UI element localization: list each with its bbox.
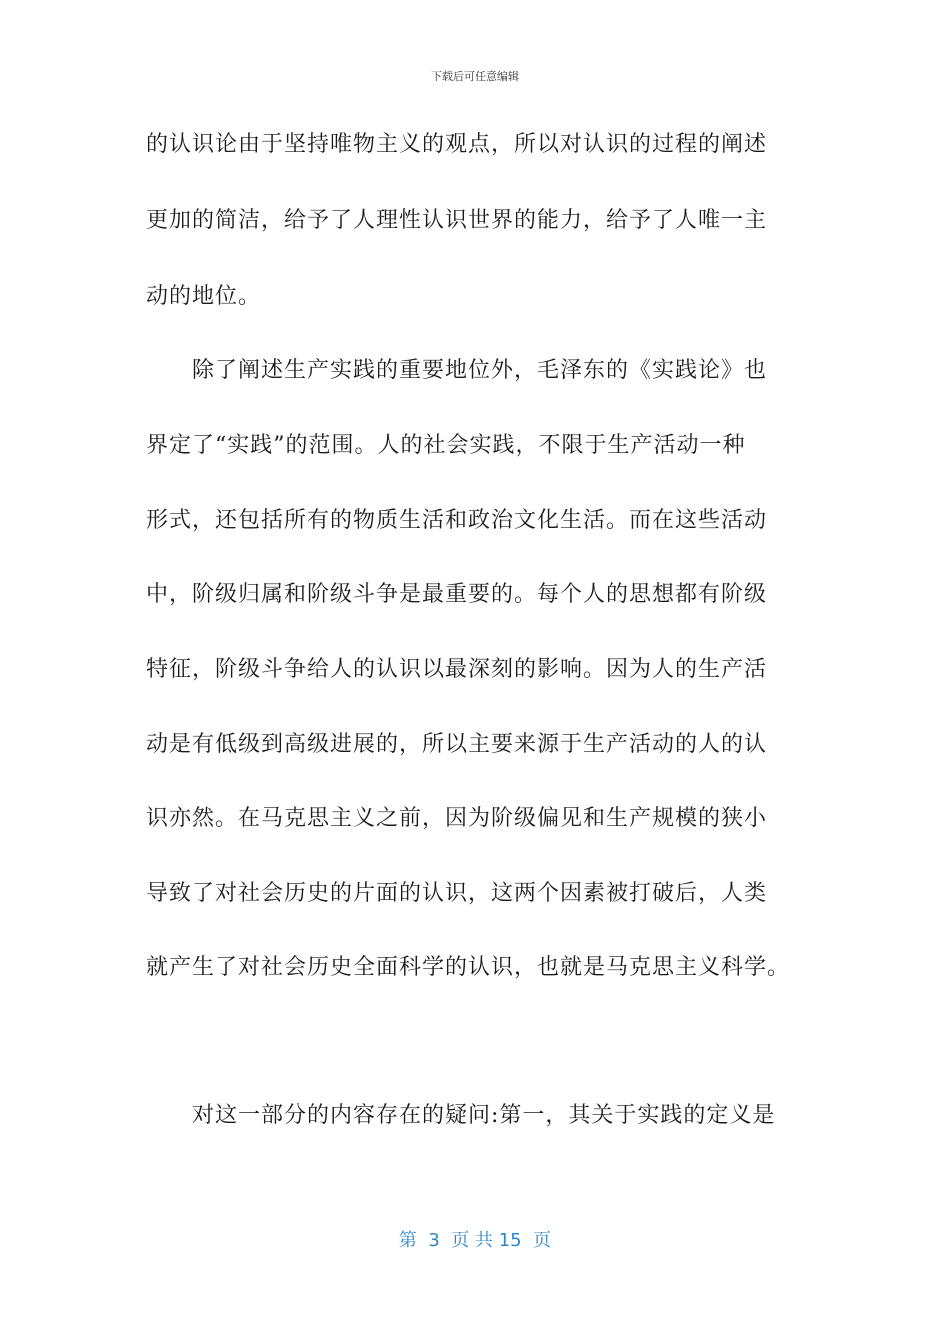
text-line: 特征，阶级斗争给人的认识以最深刻的影响。因为人的生产活 (146, 657, 768, 682)
text-line: 动的地位。 (146, 284, 262, 309)
text-line: 就产生了对社会历史全面科学的认识，也就是马克思主义科学。 (146, 955, 791, 980)
text-line: 的认识论由于坚持唯物主义的观点，所以对认识的过程的阐述 (146, 132, 768, 157)
text-line: 除了阐述生产实践的重要地位外，毛泽东的《实践论》也 (192, 358, 768, 383)
text-line: 更加的简洁，给予了人理性认识世界的能力，给予了人唯一主 (146, 208, 768, 233)
page-number-footer: 第 3 页 共 15 页 (398, 1230, 552, 1251)
page-header: 下载后可任意编辑 (431, 70, 519, 83)
text-line: 中，阶级归属和阶级斗争是最重要的。每个人的思想都有阶级 (146, 582, 768, 607)
text-line: 导致了对社会历史的片面的认识，这两个因素被打破后，人类 (146, 881, 768, 906)
text-line: 界定了“实践”的范围。人的社会实践，不限于生产活动一种 (146, 433, 746, 458)
text-line: 识亦然。在马克思主义之前，因为阶级偏见和生产规模的狭小 (146, 806, 768, 831)
text-line: 动是有低级到高级进展的，所以主要来源于生产活动的人的认 (146, 732, 768, 757)
text-line: 形式，还包括所有的物质生活和政治文化生活。而在这些活动 (146, 508, 768, 533)
text-line: 对这一部分的内容存在的疑问:第一，其关于实践的定义是 (192, 1103, 776, 1128)
